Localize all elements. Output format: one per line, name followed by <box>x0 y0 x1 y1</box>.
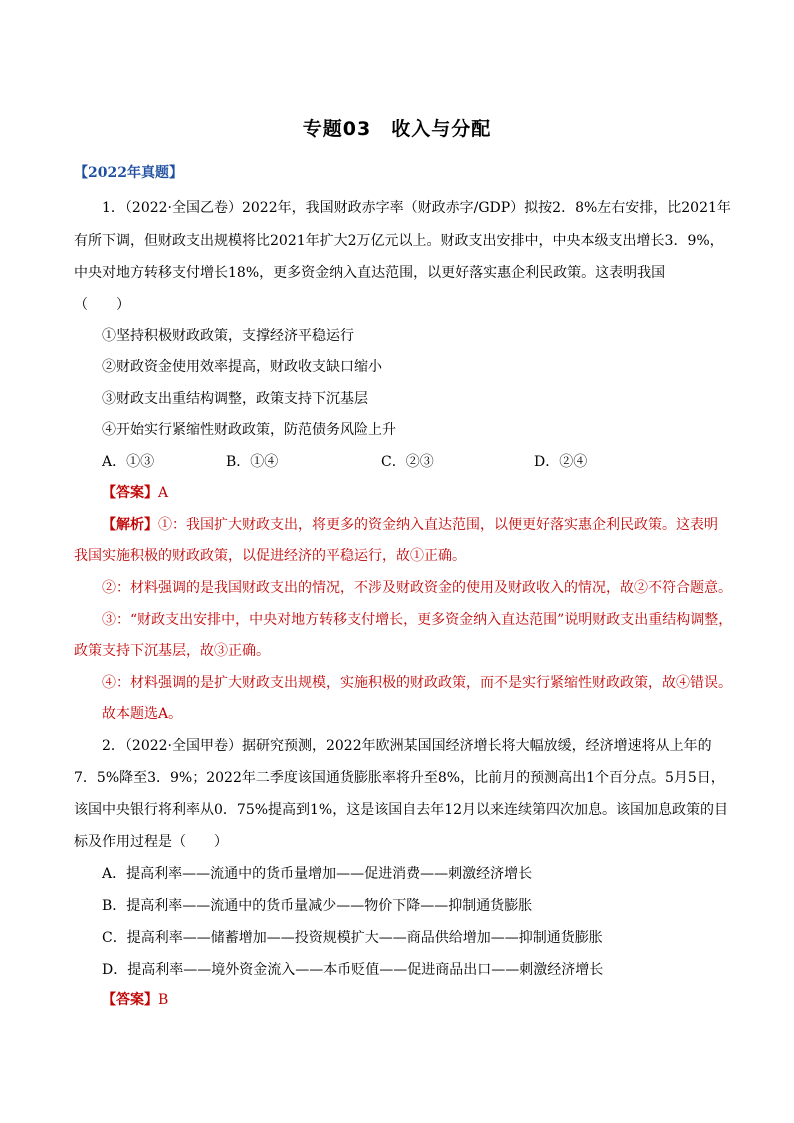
q1-analysis-line: 我国实施积极的财政政策，以促进经济的平稳运行，故①正确。 <box>74 548 466 564</box>
section-heading <box>74 163 734 183</box>
q2-stem-line: 7．5%降至3．9%；2022年二季度该国通货膨胀率将升至8%，比前月的预测高出1个百分点。5月5日， <box>74 770 725 786</box>
q1-item: ③财政支出重结构调整，政策支持下沉基层 <box>102 391 368 407</box>
q1-stem-line: 有所下调，但财政支出规模将比2021年扩大2万亿元以上。财政支出安排中，中央本级支出增长3．9%， <box>74 233 724 249</box>
analysis-label: 【解析】 <box>102 517 158 533</box>
q1-analysis-line: 故本题选A。 <box>102 706 183 722</box>
q1-item: ②财政资金使用效率提高，财政收支缺口缩小 <box>102 359 382 375</box>
answer-label: 【答案】 <box>102 485 158 501</box>
q2-answer <box>102 990 762 1010</box>
q1-analysis-line: 政策支持下沉基层，故③正确。 <box>74 643 270 659</box>
q1-option-d: D．②④ <box>534 454 588 470</box>
q2-option-d: D．提高利率——境外资金流入——本币贬值——促进商品出口——刺激经济增长 <box>102 962 604 978</box>
page-title: 专题03 收入与分配 <box>302 118 492 140</box>
q1-analysis-line: ③：“财政支出安排中，中央对地方转移支付增长，更多资金纳入直达范围”说明财政支出重结构调整， <box>102 612 733 628</box>
q2-stem-line: 2．（2022·全国甲卷）据研究预测，2022年欧洲某国国经济增长将大幅放缓，经济增速将从上年的 <box>102 738 712 754</box>
q1-option-c: C．②③ <box>381 454 434 470</box>
q1-answer <box>102 483 762 503</box>
q1-stem-line: 1．（2022·全国乙卷）2022年，我国财政赤字率（财政赤字/GDP）拟按2．8%左右安排，比2021年 <box>102 200 731 216</box>
q1-stem-line: （ ） <box>74 297 130 313</box>
answer-value: A <box>158 485 169 501</box>
q1-option-b: B．①④ <box>226 454 279 470</box>
q1-analysis-line: ④：材料强调的是扩大财政支出规模，实施积极的财政政策，而不是实行紧缩性财政政策，故④错误。 <box>102 675 732 691</box>
q2-option-b: B．提高利率——流通中的货币量减少——物价下降——抑制通货膨胀 <box>102 898 533 914</box>
q1-option-a: A．①③ <box>102 454 155 470</box>
q2-option-c: C．提高利率——储蓄增加——投资规模扩大——商品供给增加——抑制通货膨胀 <box>102 930 603 946</box>
answer-label: 【答案】 <box>102 992 158 1008</box>
q1-item: ④开始实行紧缩性财政政策，防范债务风险上升 <box>102 422 396 438</box>
q1-item: ①坚持积极财政政策，支撑经济平稳运行 <box>102 328 354 344</box>
q1-analysis-line: 【解析】①：我国扩大财政支出，将更多的资金纳入直达范围，以便更好落实惠企利民政策。这表明 <box>102 517 718 533</box>
q2-stem-line: 该国中央银行将利率从0．75%提高到1%，这是该国自去年12月以来连续第四次加息。该国加息政策的目 <box>74 802 729 818</box>
section-label: 【2022年真题】 <box>74 165 183 181</box>
q2-option-a: A．提高利率——流通中的货币量增加——促进消费——刺激经济增长 <box>102 866 533 882</box>
q1-stem-line: 中央对地方转移支付增长18%，更多资金纳入直达范围，以更好落实惠企利民政策。这表明我国 <box>74 265 666 281</box>
q2-stem-line: 标及作用过程是（ ） <box>74 834 228 850</box>
q1-analysis-line: ②：材料强调的是我国财政支出的情况，不涉及财政资金的使用及财政收入的情况，故②不符合题意。 <box>102 580 732 596</box>
answer-value: B <box>158 992 169 1008</box>
